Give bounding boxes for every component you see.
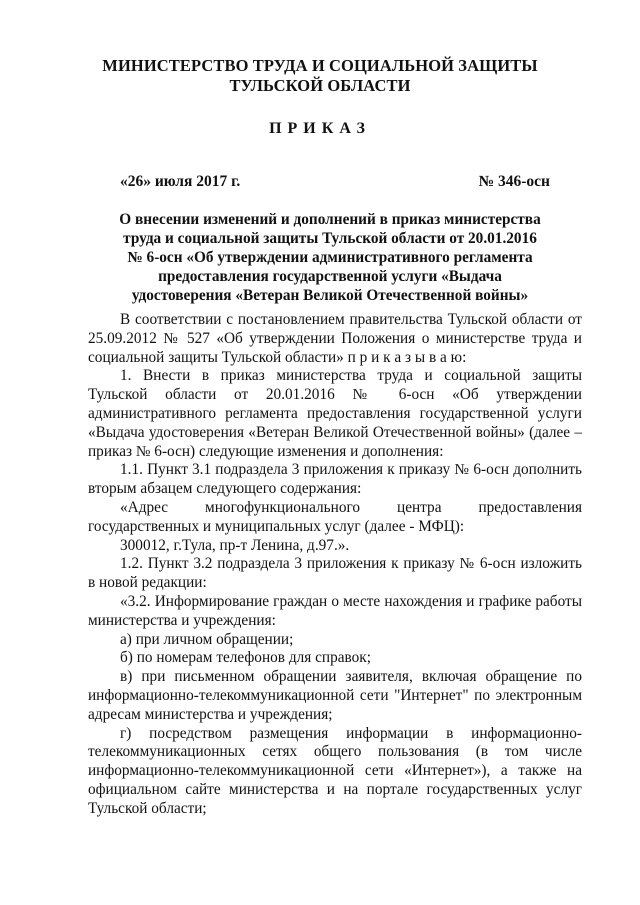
body-paragraph: «Адрес многофункционального центра предоставления государственных и муниципальных услуг (далее - МФЦ): (88, 498, 582, 535)
body-paragraph: г) посредством размещения информации в информационно-телекоммуникационных сетях общего пользования (в том числе информационно-телекоммуникационной сети «Интернет»), а также на официальном сайте министерства и на портале государственных услуг Тульской области; (88, 724, 582, 817)
subject-line: удостоверения «Ветеран Великой Отечественной войны» (131, 287, 529, 304)
ministry-name-line1: МИНИСТЕРСТВО ТРУДА И СОЦИАЛЬНОЙ ЗАЩИТЫ (102, 56, 538, 75)
subject-line: № 6-осн «Об утверждении административного регламента (127, 249, 533, 266)
subject-line: О внесении изменений и дополнений в приказ министерства (119, 211, 541, 228)
body-paragraph: 1. Внести в приказ министерства труда и социальной защиты Тульской области от 20.01.2016 № 6-осн «Об утверждении административного регламента предоставления государственной услуги «Выдача удостоверения «Ветеран Великой Отечественной войны» (далее – приказ № 6-осн) следующие изменения и дополнения: (88, 367, 582, 460)
ministry-name-line2: ТУЛЬСКОЙ ОБЛАСТИ (229, 76, 411, 95)
body-paragraph: 300012, г.Тула, пр-т Ленина, д.97.». (120, 536, 350, 554)
body-paragraph: 1.1. Пункт 3.1 подраздела 3 приложения к приказу № 6-осн дополнить вторым абзацем следующего содержания: (88, 461, 582, 498)
body-paragraph: В соответствии с постановлением правительства Тульской области от 25.09.2012 № 527 «Об утверждении Положения о министерстве труда и социальной защиты Тульской области» п р и к а з ы в а ю: (88, 311, 582, 366)
order-title: ПРИКАЗ (269, 120, 371, 137)
body-paragraph: б) по номерам телефонов для справок; (120, 649, 371, 667)
body-paragraph: «3.2. Информирование граждан о месте нахождения и графике работы министерства и учреждения: (88, 592, 582, 629)
subject-line: труда и социальной защиты Тульской области от 20.01.2016 (123, 230, 537, 247)
body-paragraph: 1.2. Пункт 3.2 подраздела 3 приложения к приказу № 6-осн изложить в новой редакции: (88, 555, 582, 592)
order-subject (110, 210, 550, 305)
order-date: «26» июля 2017 г. (120, 173, 241, 190)
order-body (88, 311, 582, 819)
body-paragraph: в) при письменном обращении заявителя, включая обращение по информационно-телекоммуникационной сети "Интернет" по электронным адресам министерства и учреждения; (88, 668, 582, 723)
body-paragraph: а) при личном обращении; (120, 630, 294, 648)
order-number: № 346-осн (478, 173, 550, 190)
subject-line: предоставления государственной услуги «Выдача (158, 268, 502, 285)
